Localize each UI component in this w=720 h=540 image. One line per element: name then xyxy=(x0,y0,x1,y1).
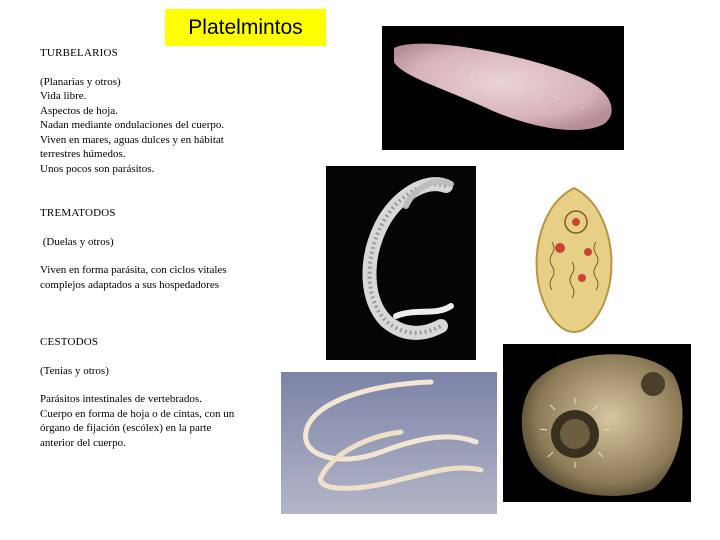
turbelarios-line: Nadan mediante ondulaciones del cuerpo. xyxy=(40,119,225,131)
cestodos-section xyxy=(40,335,280,450)
trematodos-subtitle: (Duelas y otros) xyxy=(40,235,114,248)
schistosoma-photo xyxy=(326,166,476,360)
turbelarios-line: Vida libre. xyxy=(40,90,87,102)
turbelarios-line: Unos pocos son parásitos. xyxy=(40,162,155,175)
cestodos-line: Parásitos intestinales de vertebrados. xyxy=(40,393,202,405)
tapeworm-photo xyxy=(281,372,497,514)
scolex-photo xyxy=(503,344,691,502)
turbelarios-section xyxy=(40,46,280,176)
trematodos-line: Viven en forma parásita, con ciclos vitales xyxy=(40,264,227,276)
page-title: Platelmintos xyxy=(188,15,303,39)
cestodos-line: anterior del cuerpo. xyxy=(40,436,126,449)
planaria-photo xyxy=(382,26,624,150)
fluke-photo xyxy=(524,182,624,337)
cestodos-subtitle: (Tenias y otros) xyxy=(40,364,109,377)
turbelarios-line: terrestres húmedos. xyxy=(40,148,126,160)
title-banner xyxy=(165,9,326,46)
trematodos-line: complejos adaptados a sus hospedadores xyxy=(40,278,220,291)
turbelarios-heading: TURBELARIOS xyxy=(40,47,118,59)
trematodos-heading: TREMATODOS xyxy=(40,207,116,219)
cestodos-line: órgano de fijación (escólex) en la parte xyxy=(40,422,212,434)
cestodos-heading: CESTODOS xyxy=(40,336,99,348)
cestodos-line: Cuerpo en forma de hoja o de cintas, con un xyxy=(40,407,235,420)
turbelarios-line: Aspectos de hoja. xyxy=(40,104,118,117)
trematodos-section xyxy=(40,206,280,292)
turbelarios-line: Viven en mares, aguas dulces y en hábitat xyxy=(40,133,224,146)
turbelarios-line: (Planarias y otros) xyxy=(40,75,121,88)
